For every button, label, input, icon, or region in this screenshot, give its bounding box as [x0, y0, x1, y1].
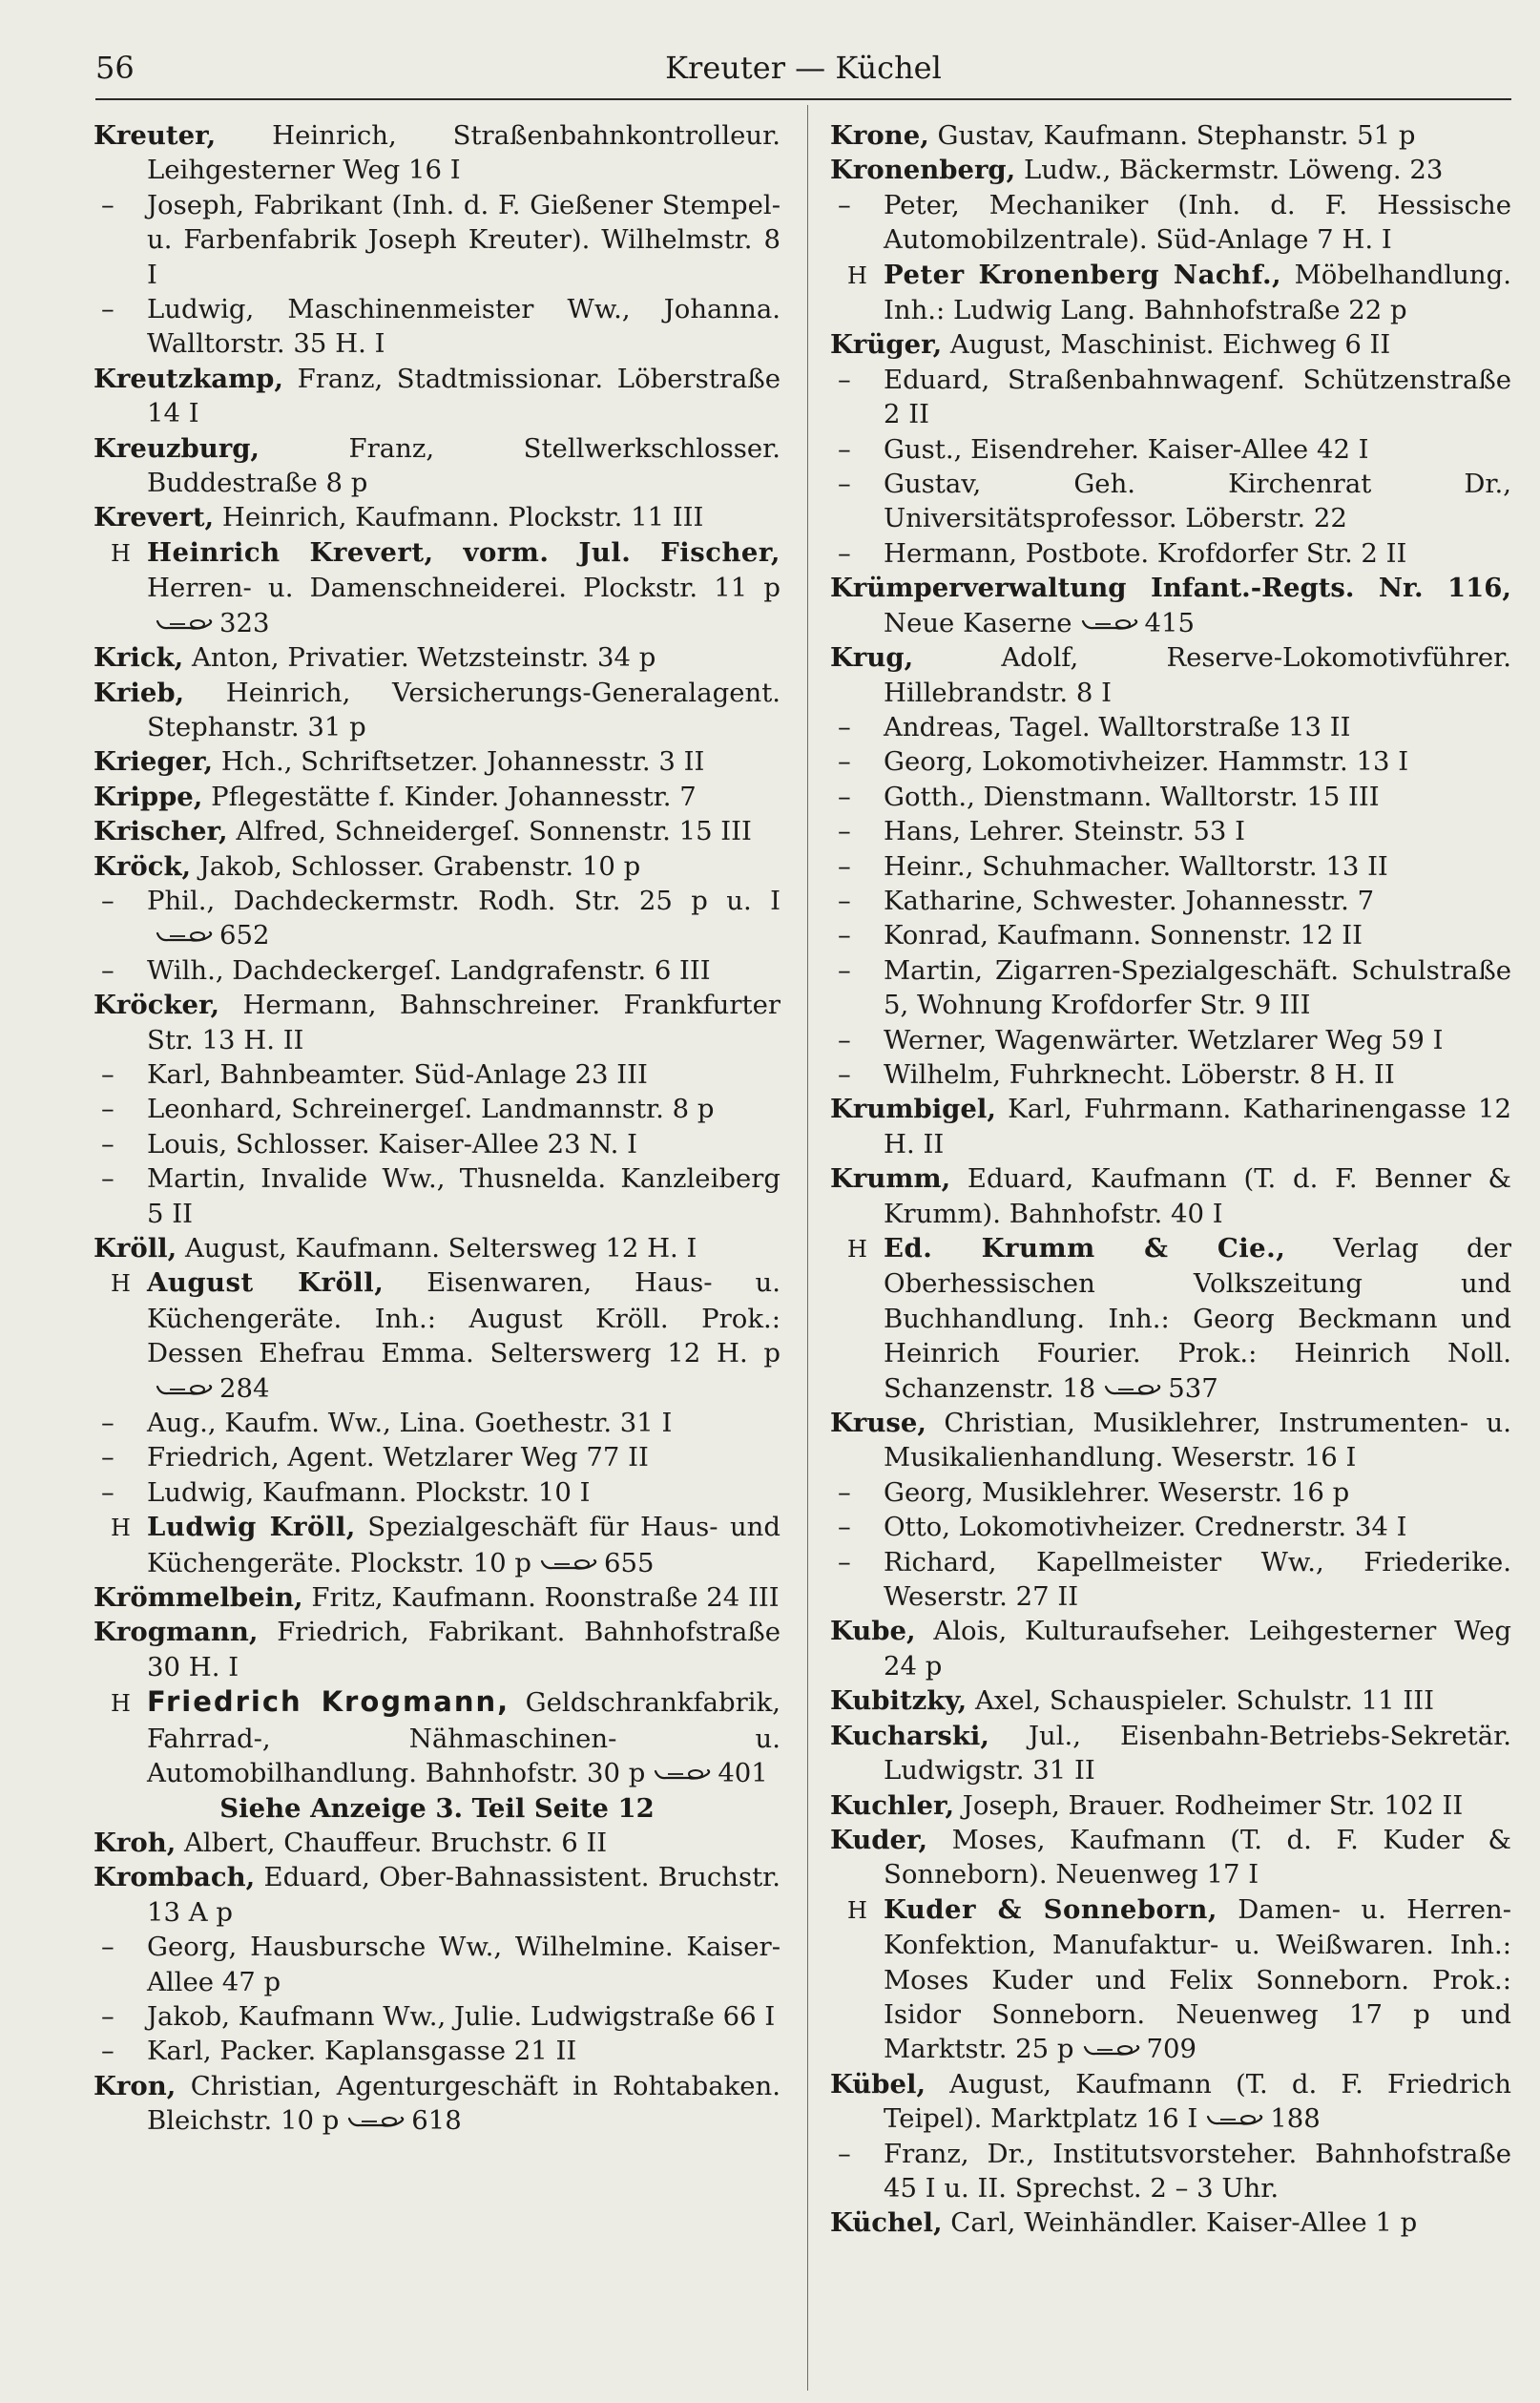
- entry-details: Heinrich, Straßenbahnkontrolleur. Leihgesterner Weg 16 I: [147, 120, 780, 186]
- surname: Krümperverwaltung Infant.-Regts. Nr. 116,: [830, 573, 1511, 604]
- ditto-dash: –: [838, 1476, 851, 1508]
- entry-details: Verlag der Oberhessischen Volkszeitung und Buchhandlung. Inh.: Georg Beckmann und Heinrich Fourier. Prok.: Heinrich Noll. Schanzenstr. 18: [884, 1233, 1511, 1404]
- entry-details: Jakob, Kaufmann Ww., Julie. Ludwigstraße 66 I: [147, 2000, 776, 2032]
- surname: Krug,: [830, 642, 914, 674]
- entry-sub: [830, 1057, 1511, 1092]
- entry-main: [830, 1719, 1511, 1788]
- ditto-dash: –: [101, 1094, 114, 1125]
- ditto-dash: –: [101, 189, 114, 220]
- entry-main: [830, 1823, 1511, 1892]
- entry-details: Hans, Lehrer. Steinstr. 53 I: [884, 816, 1245, 847]
- entry-sub: [830, 953, 1511, 1023]
- entry-sub: [830, 744, 1511, 779]
- entry-sub: [830, 884, 1511, 918]
- entry-sub: [830, 1510, 1511, 1544]
- telephone-number: 188: [1270, 2103, 1321, 2135]
- entry-details: Friedrich, Agent. Wetzlarer Weg 77 II: [147, 1442, 649, 1473]
- ditto-dash: –: [101, 885, 114, 916]
- telephone-icon: [1103, 1383, 1164, 1398]
- entry-sub: [94, 1999, 780, 2034]
- telephone-icon: [1080, 617, 1141, 633]
- entry-details: Georg, Musiklehrer. Weserstr. 16 p: [884, 1476, 1350, 1508]
- surname: Krick,: [94, 642, 184, 674]
- entry-sub: [94, 1406, 780, 1440]
- surname: Krieger,: [94, 746, 214, 778]
- telephone-number: 537: [1168, 1372, 1218, 1404]
- entry-details: Jakob, Schlosser. Grabenstr. 10 p: [191, 850, 641, 882]
- ditto-dash: –: [838, 781, 851, 812]
- column-divider: [807, 105, 808, 2391]
- entry-details: Moses, Kaufmann (T. d. F. Kuder & Sonneborn). Neuenweg 17 I: [884, 1824, 1511, 1891]
- page-header: [95, 46, 1511, 99]
- entry-sub: [94, 2034, 780, 2068]
- telephone-icon: [653, 1767, 714, 1783]
- entry-details: Neue Kaserne: [884, 607, 1072, 638]
- entry-firm: [94, 1265, 780, 1406]
- entry-details: Eduard, Ober-Bahnassistent. Bruchstr. 13 A p: [147, 1862, 780, 1928]
- entry-details: Carl, Weinhändler. Kaiser-Allee 1 p: [942, 2207, 1418, 2239]
- surname: Kreuzburg,: [94, 432, 260, 464]
- telephone-icon: [155, 1383, 216, 1398]
- ditto-dash: –: [101, 954, 114, 986]
- entry-details: Richard, Kapellmeister Ww., Friederike. Weserstr. 27 II: [884, 1546, 1511, 1613]
- entry-sub: [830, 2137, 1511, 2206]
- entry-main: [830, 1161, 1511, 1231]
- firm-name: Peter Kronenberg Nachf.,: [884, 259, 1282, 290]
- entry-details: Karl, Fuhrmann. Katharinengasse 12 H. II: [884, 1094, 1511, 1160]
- entry-main: [94, 744, 780, 779]
- surname: Kucharski,: [830, 1720, 989, 1751]
- surname: Krippe,: [94, 781, 203, 812]
- firm-name: August Kröll,: [147, 1267, 385, 1299]
- entry-details: Hermann, Postbote. Krofdorfer Str. 2 II: [884, 537, 1407, 569]
- telephone-number: 709: [1146, 2034, 1197, 2065]
- entry-details: Peter, Mechaniker (Inh. d. F. Hessische Automobilzentrale). Süd-Anlage 7 H. I: [884, 189, 1511, 256]
- firm-name: Ludwig Kröll,: [147, 1512, 356, 1543]
- entry-details: Christian, Agenturgeschäft in Rohtabaken. Bleichstr. 10 p: [147, 2070, 780, 2137]
- surname: Kröll,: [94, 1233, 177, 1264]
- entry-firm: [94, 1684, 780, 1790]
- entry-main: [94, 2069, 780, 2139]
- entry-details: Ludwig, Kaufmann. Plockstr. 10 I: [147, 1476, 591, 1508]
- telephone-icon: [1205, 2113, 1266, 2128]
- entry-details: August, Kaufmann. Seltersweg 12 H. I: [177, 1233, 697, 1264]
- telephone-icon: [1082, 2043, 1143, 2058]
- right-column: [830, 118, 1511, 2390]
- entry-firm: [830, 1892, 1511, 2067]
- ditto-dash: –: [101, 1128, 114, 1160]
- surname: Kube,: [830, 1616, 916, 1647]
- entry-details: Franz, Stellwerkschlosser. Buddestraße 8 p: [147, 432, 780, 499]
- ditto-dash: –: [838, 189, 851, 220]
- ditto-dash: –: [101, 1163, 114, 1195]
- entry-firm: [94, 1510, 780, 1580]
- entry-sub: [830, 1545, 1511, 1615]
- entry-details: Friedrich, Fabrikant. Bahnhofstraße 30 H. I: [147, 1617, 780, 1682]
- telephone-number: 655: [604, 1547, 655, 1578]
- telephone-icon: [539, 1557, 600, 1573]
- ditto-dash: –: [838, 746, 851, 778]
- entry-details: Karl, Bahnbeamter. Süd-Anlage 23 III: [147, 1058, 648, 1090]
- entry-details: Wilh., Dachdeckergeſ. Landgrafenstr. 6 III: [147, 954, 711, 986]
- firm-name: Friedrich Krogmann,: [147, 1685, 510, 1719]
- telephone-number: 618: [411, 2105, 462, 2137]
- ditto-dash: –: [838, 469, 851, 500]
- left-column: [94, 118, 780, 2390]
- running-title: Kreuter — Küchel: [665, 50, 942, 86]
- entry-sub: [830, 188, 1511, 258]
- entry-details: Eduard, Straßenbahnwagenf. Schützenstraße 2 II: [884, 364, 1511, 430]
- entry-sub: [94, 188, 780, 292]
- entry-main: [94, 814, 780, 848]
- entry-details: Karl, Packer. Kaplansgasse 21 II: [147, 2036, 577, 2067]
- entry-main: [94, 640, 780, 675]
- ditto-dash: –: [838, 1024, 851, 1055]
- entry-details: Pflegestätte f. Kinder. Johannesstr. 7: [202, 781, 697, 812]
- page-number: 56: [95, 50, 135, 86]
- entry-details: Geldschrankfabrik, Fahrrad-, Nähmaschinen- u. Automobilhandlung. Bahnhofstr. 30 p: [147, 1687, 780, 1789]
- entry-sub: [94, 1930, 780, 1999]
- entry-sub: [830, 1475, 1511, 1510]
- entry-main: [94, 1860, 780, 1930]
- entry-sub: [830, 814, 1511, 848]
- entry-details: Anton, Privatier. Wetzsteinstr. 34 p: [183, 642, 656, 674]
- entry-details: Spezialgeschäft für Haus- und Küchengeräte. Plockstr. 10 p: [147, 1512, 780, 1578]
- ditto-dash: –: [101, 1408, 114, 1439]
- entry-sub: [94, 953, 780, 988]
- entry-details: Joseph, Brauer. Rodheimer Str. 102 II: [954, 1789, 1464, 1821]
- entry-details: Hermann, Bahnschreiner. Frankfurter Str. 13 H. II: [147, 990, 780, 1055]
- surname: Krombach,: [94, 1862, 256, 1893]
- ditto-dash: –: [101, 1932, 114, 1963]
- entry-main: [94, 1615, 780, 1684]
- entry-details: Eisenwaren, Haus- u. Küchengeräte. Inh.: August Kröll. Prok.: Dessen Ehefrau Emma. Selterswerg 12 H. p: [147, 1267, 780, 1369]
- entry-main: [830, 2205, 1511, 2240]
- surname: Krischer,: [94, 816, 228, 847]
- entry-details: Louis, Schlosser. Kaiser-Allee 23 N. I: [147, 1128, 638, 1160]
- surname: Krömmelbein,: [94, 1582, 303, 1614]
- ditto-dash: –: [838, 850, 851, 882]
- surname: Kreuter,: [94, 120, 217, 151]
- firm-name: Heinrich Krevert, vorm. Jul. Fischer,: [147, 536, 780, 568]
- ditto-dash: –: [838, 1058, 851, 1090]
- entry-main: [94, 780, 780, 814]
- entry-details: Gustav, Geh. Kirchenrat Dr., Universitätsprofessor. Löberstr. 22: [884, 469, 1511, 534]
- ditto-dash: –: [838, 954, 851, 986]
- entry-sub: [94, 1440, 780, 1474]
- surname: Kübel,: [830, 2068, 926, 2100]
- entry-details: Eduard, Kaufmann (T. d. F. Benner & Krumm). Bahnhofstr. 40 I: [884, 1163, 1511, 1229]
- ditto-dash: –: [838, 816, 851, 847]
- entry-firm: [830, 1231, 1511, 1406]
- firm-mark: H: [847, 1896, 867, 1924]
- surname: Krieb,: [94, 677, 185, 708]
- notice-line: Siehe Anzeige 3. Teil Seite 12: [219, 1792, 655, 1824]
- surname: Kuchler,: [830, 1789, 955, 1821]
- surname: Kron,: [94, 2070, 177, 2101]
- entry-details: August, Kaufmann (T. d. F. Friedrich Teipel). Marktplatz 16 I: [884, 2068, 1511, 2135]
- entry-details: Gustav, Kaufmann. Stephanstr. 51 p: [928, 120, 1416, 151]
- entry-details: Christian, Musiklehrer, Instrumenten- u. Musikalienhandlung. Weserstr. 16 I: [884, 1408, 1511, 1473]
- entry-sub: [830, 710, 1511, 744]
- entry-sub: [94, 1161, 780, 1231]
- surname: Kuder,: [830, 1824, 928, 1855]
- telephone-number: 284: [219, 1372, 270, 1404]
- entry-details: Georg, Lokomotivheizer. Hammstr. 13 I: [884, 746, 1409, 778]
- entry-main: [94, 1580, 780, 1615]
- entry-details: Konrad, Kaufmann. Sonnenstr. 12 II: [884, 920, 1363, 951]
- entry-sub: [94, 1092, 780, 1126]
- entry-main: [830, 640, 1511, 710]
- entry-main: [830, 1614, 1511, 1683]
- firm-mark: H: [847, 261, 867, 289]
- surname: Krogmann,: [94, 1617, 259, 1648]
- entry-main: [830, 1092, 1511, 1161]
- surname: Kronenberg,: [830, 155, 1016, 186]
- entry-sub: [830, 1023, 1511, 1057]
- entry-main: [94, 362, 780, 431]
- ditto-dash: –: [101, 1476, 114, 1508]
- ditto-dash: –: [101, 1058, 114, 1090]
- telephone-number: 652: [219, 920, 270, 951]
- header-rule: [95, 98, 1511, 100]
- entry-details: Aug., Kaufm. Ww., Lina. Goethestr. 31 I: [147, 1408, 673, 1439]
- surname: Küchel,: [830, 2207, 943, 2239]
- ditto-dash: –: [101, 2000, 114, 2032]
- ditto-dash: –: [838, 433, 851, 465]
- entry-details: Katharine, Schwester. Johannesstr. 7: [884, 885, 1375, 916]
- entry-sub: [94, 884, 780, 953]
- surname: Kroh,: [94, 1827, 177, 1858]
- entry-details: Otto, Lokomotivheizer. Crednerstr. 34 I: [884, 1512, 1407, 1543]
- telephone-number: 401: [718, 1758, 768, 1789]
- entry-details: Georg, Hausbursche Ww., Wilhelmine. Kaiser-Allee 47 p: [147, 1932, 780, 1997]
- ditto-dash: –: [838, 885, 851, 916]
- entry-details: Ludw., Bäckermstr. Löweng. 23: [1015, 155, 1444, 186]
- entry-details: Franz, Stadtmissionar. Löberstraße 14 I: [147, 363, 780, 429]
- entry-sub: [830, 536, 1511, 571]
- entry-sub: [94, 1057, 780, 1092]
- entry-details: Alfred, Schneidergeſ. Sonnenstr. 15 III: [227, 816, 752, 847]
- entry-details: Phil., Dachdeckermstr. Rodh. Str. 25 p u. I: [147, 885, 780, 916]
- entry-details: Damen- u. Herren-Konfektion, Manufaktur- u. Weißwaren. Inh.: Moses Kuder und Felix Sonneborn. Prok.: Isidor Sonneborn. Neuenweg 17 p und Marktstr. 25 p: [884, 1893, 1511, 2065]
- ditto-dash: –: [101, 1442, 114, 1473]
- surname: Krumbigel,: [830, 1094, 996, 1125]
- entry-main: [830, 118, 1511, 153]
- entry-details: Joseph, Fabrikant (Inh. d. F. Gießener Stempel- u. Farbenfabrik Joseph Kreuter). Wilhelmstr. 8 I: [147, 189, 780, 290]
- entry-details: Alois, Kulturaufseher. Leihgesterner Weg 24 p: [884, 1616, 1511, 1682]
- entry-main: [94, 849, 780, 884]
- entry-firm: [830, 258, 1511, 328]
- firm-mark: H: [847, 1236, 867, 1263]
- entry-main: [830, 327, 1511, 362]
- entry-main: [830, 1788, 1511, 1823]
- surname: Kröcker,: [94, 990, 220, 1021]
- entry-details: Axel, Schauspieler. Schulstr. 11 III: [967, 1685, 1435, 1717]
- entry-details: Ludwig, Maschinenmeister Ww., Johanna. Walltorstr. 35 H. I: [147, 294, 780, 360]
- entry-sub: [830, 918, 1511, 952]
- entry-sub: [830, 467, 1511, 536]
- entry-details: August, Maschinist. Eichweg 6 II: [942, 329, 1391, 361]
- telephone-number: 323: [219, 607, 270, 638]
- surname: Kröck,: [94, 850, 192, 882]
- entry-main: [830, 1683, 1511, 1718]
- entry-main: [830, 1406, 1511, 1475]
- surname: Kubitzky,: [830, 1685, 968, 1717]
- firm-mark: H: [111, 539, 131, 567]
- entry-main: [94, 118, 780, 188]
- entry-details: Fritz, Kaufmann. Roonstraße 24 III: [302, 1582, 780, 1614]
- ditto-dash: –: [838, 711, 851, 742]
- entry-main: [94, 988, 780, 1057]
- entry-details: Hch., Schriftsetzer. Johannesstr. 3 II: [213, 746, 705, 778]
- surname: Krone,: [830, 120, 929, 151]
- firm-mark: H: [111, 1270, 131, 1298]
- ditto-dash: –: [838, 1546, 851, 1578]
- entry-main: [830, 2067, 1511, 2137]
- entry-sub: [94, 1475, 780, 1510]
- entry-details: Heinrich, Versicherungs-Generalagent. Stephanstr. 31 p: [147, 677, 780, 742]
- entry-details: Gust., Eisendreher. Kaiser-Allee 42 I: [884, 433, 1369, 465]
- telephone-number: 415: [1144, 607, 1196, 638]
- entry-details: Gotth., Dienstmann. Walltorstr. 15 III: [884, 781, 1380, 812]
- entry-details: Franz, Dr., Institutsvorsteher. Bahnhofstraße 45 I u. II. Sprechst. 2 – 3 Uhr.: [884, 2138, 1511, 2204]
- entry-sub: [830, 780, 1511, 814]
- entry-sub: [830, 432, 1511, 467]
- entry-details: Jul., Eisenbahn-Betriebs-Sekretär. Ludwigstr. 31 II: [884, 1720, 1511, 1787]
- entry-details: Albert, Chauffeur. Bruchstr. 6 II: [176, 1827, 608, 1858]
- telephone-icon: [155, 930, 216, 945]
- entry-main: [94, 1826, 780, 1860]
- telephone-icon: [155, 617, 216, 633]
- entry-details: Möbelhandlung. Inh.: Ludwig Lang. Bahnhofstraße 22 p: [884, 259, 1511, 326]
- entry-firm: [94, 535, 780, 640]
- entry-details: Heinrich, Kaufmann. Plockstr. 11 III: [214, 502, 704, 533]
- entry-details: Martin, Zigarren-Spezialgeschäft. Schulstraße 5, Wohnung Krofdorfer Str. 9 III: [884, 954, 1511, 1021]
- surname: Krüger,: [830, 329, 943, 361]
- surname: Krumm,: [830, 1163, 951, 1195]
- ditto-dash: –: [101, 2036, 114, 2067]
- entry-sub: [830, 849, 1511, 884]
- entry-sub: [830, 363, 1511, 432]
- entry-details: Adolf, Reserve-Lokomotivführer. Hillebrandstr. 8 I: [884, 642, 1511, 708]
- entry-main: [94, 676, 780, 745]
- firm-name: Kuder & Sonneborn,: [884, 1893, 1217, 1925]
- ditto-dash: –: [838, 364, 851, 395]
- telephone-icon: [346, 2115, 407, 2130]
- firm-name: Ed. Krumm & Cie.,: [884, 1233, 1286, 1264]
- firm-mark: H: [111, 1690, 131, 1718]
- ditto-dash: –: [838, 1512, 851, 1543]
- entry-main: [830, 571, 1511, 640]
- surname: Kruse,: [830, 1408, 926, 1439]
- ditto-dash: –: [838, 537, 851, 569]
- ditto-dash: –: [838, 2138, 851, 2169]
- entry-details: Wilhelm, Fuhrknecht. Löberstr. 8 H. II: [884, 1058, 1395, 1090]
- entry-details: Werner, Wagenwärter. Wetzlarer Weg 59 I: [884, 1024, 1444, 1055]
- ditto-dash: –: [101, 294, 114, 325]
- ditto-dash: –: [838, 920, 851, 951]
- entry-main: [830, 153, 1511, 187]
- firm-mark: H: [111, 1515, 131, 1542]
- entry-main: [94, 1231, 780, 1265]
- entry-main: [94, 431, 780, 501]
- entry-details: Heinr., Schuhmacher. Walltorstr. 13 II: [884, 850, 1388, 882]
- entry-sub: [94, 292, 780, 362]
- entry-main: [94, 500, 780, 534]
- entry-details: Herren- u. Damenschneiderei. Plockstr. 11 p: [147, 573, 780, 604]
- entry-sub: [94, 1127, 780, 1161]
- surname: Krevert,: [94, 502, 215, 533]
- entry-details: Martin, Invalide Ww., Thusnelda. Kanzleiberg 5 II: [147, 1163, 780, 1229]
- entry-details: Leonhard, Schreinergeſ. Landmannstr. 8 p: [147, 1094, 715, 1125]
- surname: Kreutzkamp,: [94, 363, 283, 394]
- entry-details: Andreas, Tagel. Walltorstraße 13 II: [884, 711, 1351, 742]
